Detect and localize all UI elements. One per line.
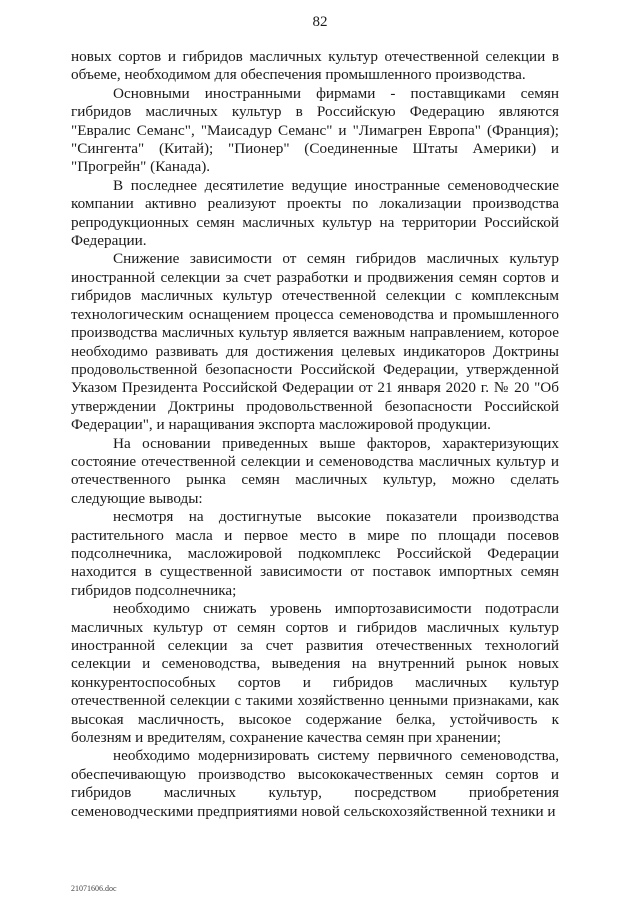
paragraph: Снижение зависимости от семян гибридов масличных культур иностранной селекции за счет разработки и продвижения семян сортов и гибридов масличных культур отечественной селекции с комплексным технологическим оснащением процесса семеноводства и промышленного производства масличных культур является важным направлением, которое необходимо развивать для достижения целевых индикаторов Доктрины продовольственной безопасности Российской Федерации, утвержденной Указом Президента Российской Федерации от 21 января 2020 г. № 20 "Об утверждении Доктрины продовольственной безопасности Российской Федерации", и наращивания экспорта масложировой продукции.: [71, 250, 559, 434]
list-paragraph: несмотря на достигнутые высокие показатели производства растительного масла и первое место в мире по площади посевов подсолнечника, масложировой подкомплекс Российской Федерации находится в существенной зависимости от поставок импортных семян гибридов подсолнечника;: [71, 508, 559, 599]
footer-filename: 21071606.doc: [71, 884, 117, 893]
paragraph: Основными иностранными фирмами - поставщиками семян гибридов масличных культур в Российскую Федерацию являются "Евралис Семанс", "Маисадур Семанс" и "Лимагрен Европа" (Франция); "Сингента" (Китай); "Пионер" (Соединенные Штаты Америки) и "Прогрейн" (Канада).: [71, 84, 559, 176]
paragraph: В последнее десятилетие ведущие иностранные семеноводческие компании активно реализуют проекты по локализации производства репродукционных семян масличных культур на территории Российской Федерации.: [71, 176, 559, 250]
list-paragraph: необходимо снижать уровень импортозависимости подотрасли масличных культур от семян сортов и гибридов масличных культур иностранной селекции за счет развития отечественных технологий селекции и семеноводства, выведения на внутренний рынок новых конкурентоспособных сортов и гибридов масличных культур отечественной селекции с такими хозяйственно ценными признаками, как высокая масличность, высокое содержание белка, устойчивость к болезням и вредителям, сохранение качества семян при хранении;: [71, 600, 559, 747]
page-number: 82: [312, 14, 328, 30]
document-body: [71, 48, 559, 821]
list-paragraph: необходимо модернизировать систему первичного семеноводства, обеспечивающую производство высококачественных семян сортов и гибридов масличных культур, посредством приобретения семеноводческими предприятиями новой сельскохозяйственной техники и: [71, 747, 559, 820]
paragraph: На основании приведенных выше факторов, характеризующих состояние отечественной селекции и семеноводства масличных культур и отечественного рынка семян масличных культур, можно сделать следующие выводы:: [71, 434, 559, 507]
paragraph: новых сортов и гибридов масличных культур отечественной селекции в объеме, необходимом для обеспечения промышленного производства.: [71, 48, 559, 84]
